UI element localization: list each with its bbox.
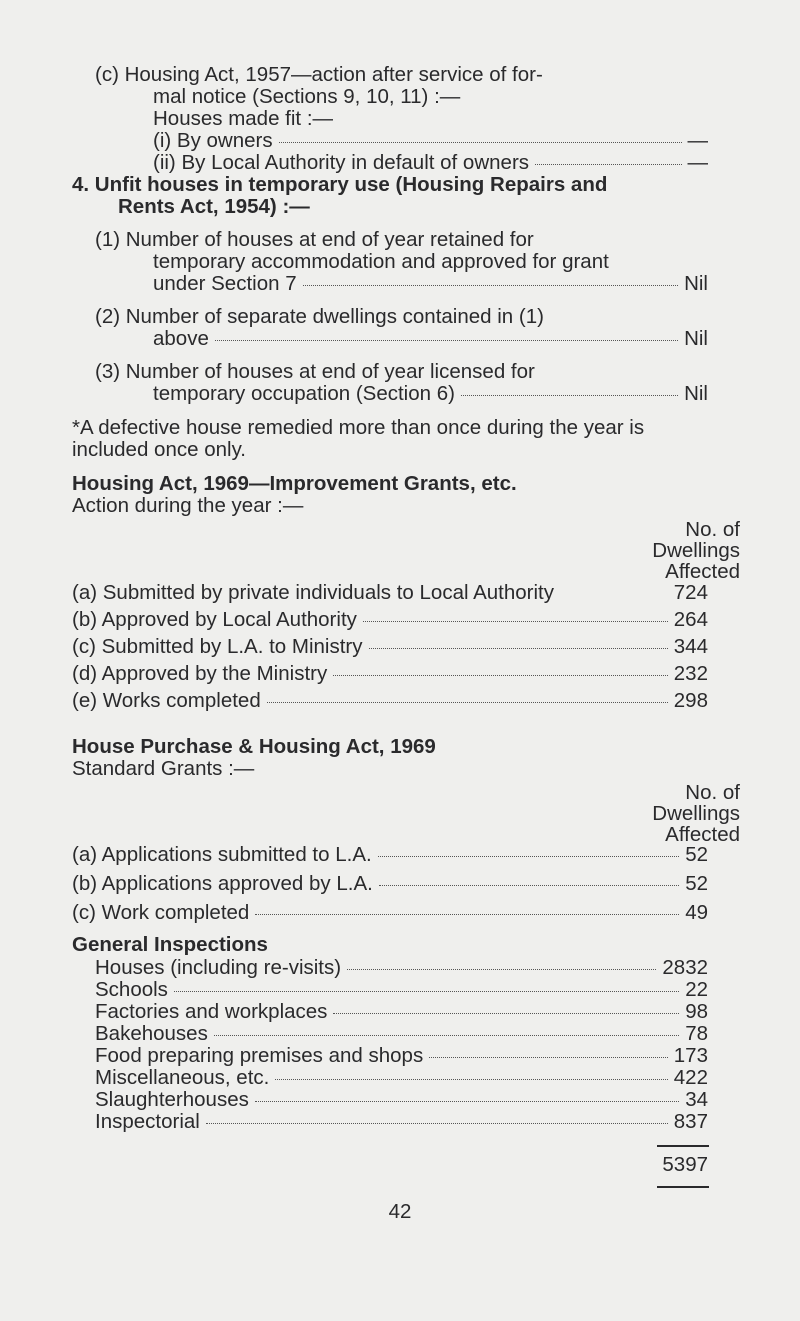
dot-leader [378, 853, 680, 857]
dot-leader [347, 966, 656, 970]
column-header-line3: Affected [665, 560, 740, 583]
improvement-grants-row [72, 663, 708, 685]
standard-grants-column-header [652, 782, 740, 845]
dot-leader [461, 392, 678, 396]
row-label: (c) Submitted by L.A. to Ministry [72, 635, 363, 658]
dot-leader [215, 337, 678, 341]
improvement-grants-column-header [652, 519, 740, 582]
row-label: Inspectorial [95, 1110, 200, 1133]
dot-leader [279, 139, 682, 143]
improvement-grants-row [72, 609, 708, 631]
standard-grants-row [72, 844, 708, 866]
row-value: 52 [685, 872, 708, 895]
row-value: 52 [685, 843, 708, 866]
column-header-line1: No. of [685, 518, 740, 541]
row-value: 98 [685, 1000, 708, 1023]
row-value: 173 [673, 1044, 708, 1067]
row-label: Bakehouses [95, 1022, 208, 1045]
inspection-row [95, 1045, 708, 1067]
row-value: 49 [685, 901, 708, 924]
section-4-item3-line1: (3) Number of houses at end of year licensed for [95, 360, 535, 383]
standard-grants-title: House Purchase & Housing Act, 1969 [72, 735, 436, 758]
row-label: (a) Submitted by private individuals to Local Authority [72, 581, 555, 604]
section-4-item3-value: Nil [684, 382, 708, 405]
row-value: 34 [685, 1088, 708, 1111]
row-value: 264 [673, 608, 708, 631]
section-c-subheading: Houses made fit :— [153, 107, 334, 130]
row-value: 22 [685, 978, 708, 1001]
improvement-grants-row [72, 690, 708, 712]
column-header-line1: No. of [685, 781, 740, 804]
row-value: 78 [685, 1022, 708, 1045]
row-label: Factories and workplaces [95, 1000, 328, 1023]
section-4-item1-label: under Section 7 [153, 272, 297, 295]
section-c-item-label: (ii) By Local Authority in default of owners [153, 151, 530, 174]
section-4-item1-line2: temporary accommodation and approved for grant [153, 250, 609, 273]
inspection-row [95, 1023, 708, 1045]
row-value: 298 [673, 689, 708, 712]
dot-leader [429, 1054, 668, 1058]
inspection-row [95, 1089, 708, 1111]
inspection-row [95, 1067, 708, 1089]
section-c-heading-line2: mal notice (Sections 9, 10, 11) :— [153, 85, 461, 108]
section-c-item-value: — [687, 151, 708, 174]
row-label: Schools [95, 978, 168, 1001]
inspection-row [95, 1111, 708, 1133]
row-value: 2832 [662, 956, 708, 979]
dot-leader [275, 1076, 667, 1080]
dot-leader [369, 645, 668, 649]
column-header-line3: Affected [665, 823, 740, 846]
row-label: (e) Works completed [72, 689, 261, 712]
section-4-item1-row [153, 273, 708, 295]
row-label: Food preparing premises and shops [95, 1044, 424, 1067]
row-label: Houses (including re-visits) [95, 956, 342, 979]
inspection-row [95, 979, 708, 1001]
section-c-heading-line1: (c) Housing Act, 1957—action after service of for- [95, 63, 543, 86]
standard-grants-row [72, 902, 708, 924]
dot-leader [267, 699, 668, 703]
footnote-line1: *A defective house remedied more than once during the year is [72, 416, 645, 439]
section-4-heading-line2: Rents Act, 1954) :— [118, 195, 310, 218]
total-rule-top [657, 1145, 709, 1147]
row-label: (b) Applications approved by L.A. [72, 872, 373, 895]
dot-leader [535, 161, 681, 165]
general-inspections-title: General Inspections [72, 933, 268, 956]
row-label: Miscellaneous, etc. [95, 1066, 270, 1089]
row-value: 422 [673, 1066, 708, 1089]
dot-leader [303, 282, 678, 286]
improvement-grants-subtitle: Action during the year :— [72, 494, 304, 517]
section-4-heading-line1: 4. Unfit houses in temporary use (Housing Repairs and [72, 173, 608, 196]
inspections-total: 5397 [662, 1153, 708, 1176]
row-value: 724 [673, 581, 708, 604]
row-label: Slaughterhouses [95, 1088, 249, 1111]
improvement-grants-row [72, 582, 708, 604]
row-value: 344 [673, 635, 708, 658]
row-label: (b) Approved by Local Authority [72, 608, 357, 631]
improvement-grants-title: Housing Act, 1969—Improvement Grants, etc. [72, 472, 517, 495]
section-4-item2-line1: (2) Number of separate dwellings contained in (1) [95, 305, 544, 328]
dot-leader [214, 1032, 679, 1036]
section-c-item-value: — [687, 129, 708, 152]
dot-leader [333, 1010, 679, 1014]
dot-leader [379, 882, 679, 886]
column-header-line2: Dwellings [652, 539, 740, 562]
total-rule-bottom [657, 1186, 709, 1188]
row-label: (a) Applications submitted to L.A. [72, 843, 372, 866]
standard-grants-row [72, 873, 708, 895]
dot-leader [333, 672, 668, 676]
inspection-row [95, 1001, 708, 1023]
section-4-item2-label: above [153, 327, 209, 350]
row-label: (d) Approved by the Ministry [72, 662, 328, 685]
section-4-item3-label: temporary occupation (Section 6) [153, 382, 455, 405]
standard-grants-subtitle: Standard Grants :— [72, 757, 255, 780]
section-c-item-label: (i) By owners [153, 129, 273, 152]
dot-leader [255, 1098, 679, 1102]
section-4-item2-row [153, 328, 708, 350]
row-value: 837 [673, 1110, 708, 1133]
improvement-grants-row [72, 636, 708, 658]
section-4-item3-row [153, 383, 708, 405]
dot-leader [363, 618, 668, 622]
section-c-item [153, 130, 708, 152]
column-header-line2: Dwellings [652, 802, 740, 825]
section-4-item1-line1: (1) Number of houses at end of year retained for [95, 228, 534, 251]
section-4-item1-value: Nil [684, 272, 708, 295]
dot-leader [255, 911, 679, 915]
row-label: (c) Work completed [72, 901, 250, 924]
row-value: 232 [673, 662, 708, 685]
footnote-line2: included once only. [72, 438, 246, 461]
page-number: 42 [388, 1200, 412, 1223]
inspection-row [95, 957, 708, 979]
dot-leader [560, 592, 668, 595]
section-4-item2-value: Nil [684, 327, 708, 350]
section-c-item [153, 152, 708, 174]
dot-leader [206, 1120, 668, 1124]
dot-leader [174, 988, 679, 992]
